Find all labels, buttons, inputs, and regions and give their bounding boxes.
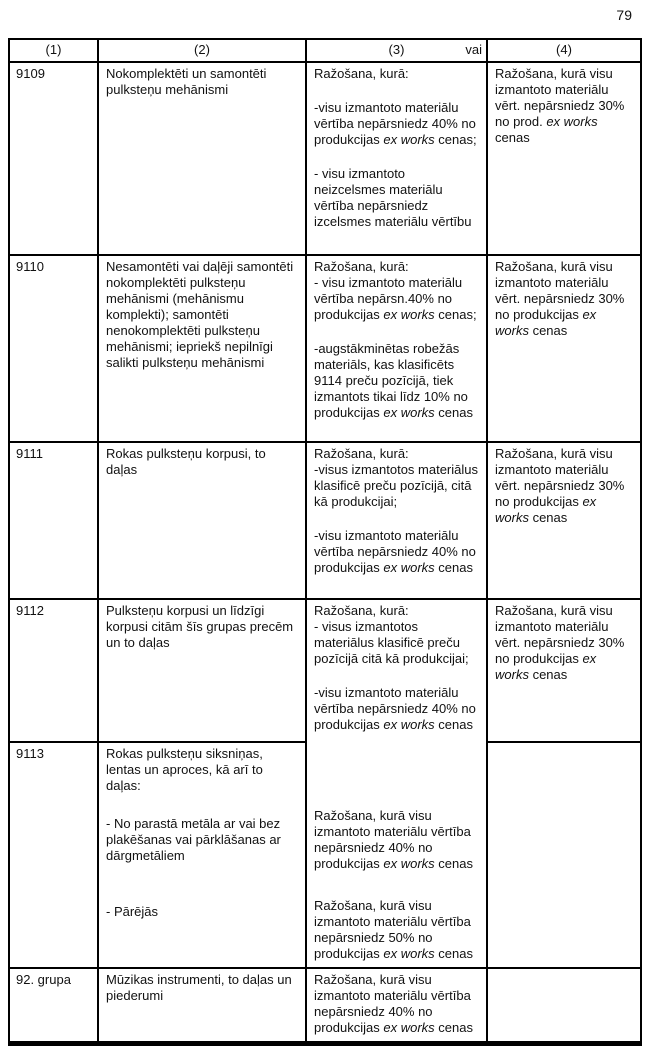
description-text: Nesamontēti vai daļēji samontēti nokomplektēti pulksteņu mehānismi (mehānismu komplekti); samontēti nenokomplektēti pulksteņu mehānismi; iepriekš nepilnīgi salikti pulksteņu mehānismi <box>106 259 294 370</box>
hs-code-cell: 9109 <box>10 61 99 254</box>
rule-text: Ražošana, kurā visu izmantoto materiālu vērt. nepārsniedz 30% no produkcijas ex works cenas <box>495 603 625 682</box>
description-text: - No parastā metāla ar vai bez plakēšanas vai pārklāšanas ar dārgmetāliem <box>106 816 281 863</box>
description-text: - Pārējās <box>106 904 159 919</box>
hs-code-cell: 9110 <box>10 254 99 441</box>
rule-text: Ražošana, kurā visu izmantoto materiālu vērt. nepārsniedz 30% no produkcijas ex works cenas <box>495 259 625 338</box>
rule-text: - visus izmantotos materiālus klasificē preču pozīcijā citā kā produkcijai; <box>314 619 469 666</box>
rule-col3-cell <box>307 441 488 598</box>
description-cell <box>99 741 307 967</box>
description-cell <box>99 598 307 741</box>
header-col3-label: (3) <box>388 42 405 57</box>
rule-col3-cell <box>307 254 488 441</box>
rule-text: Ražošana, kurā: <box>314 603 409 618</box>
rule-col4-cell <box>488 967 640 1041</box>
rule-text: -visu izmantoto materiālu vērtība nepārsniedz 40% no produkcijas ex works cenas; <box>314 100 477 147</box>
page-number: 79 <box>616 7 632 23</box>
rule-text: -visu izmantoto materiālu vērtība nepārsniedz 40% no produkcijas ex works cenas <box>314 685 476 732</box>
header-col3 <box>307 40 488 61</box>
rule-text: Ražošana, kurā visu izmantoto materiālu vērt. nepārsniedz 30% no prod. ex works cenas <box>495 66 625 145</box>
rule-text: - visu izmantoto neizcelsmes materiālu vērtība nepārsniedz izcelsmes materiālu vērtību <box>314 166 472 229</box>
rule-text: Ražošana, kurā visu izmantoto materiālu vērtība nepārsniedz 40% no produkcijas ex works cenas <box>314 808 473 871</box>
rule-text: Ražošana, kurā: <box>314 66 409 81</box>
rule-col4-cell <box>488 741 640 967</box>
description-cell <box>99 441 307 598</box>
rule-col3-cell <box>307 61 488 254</box>
description-cell <box>99 61 307 254</box>
rule-col3-cell <box>307 741 488 967</box>
rule-col4-cell <box>488 61 640 254</box>
rule-text: -augstākminētas robežās materiāls, kas klasificēts 9114 preču pozīcijā, tiek izmantots tikai līdz 10% no produkcijas ex works cenas <box>314 341 473 420</box>
rules-of-origin-table <box>8 38 642 1046</box>
rule-text: Ražošana, kurā visu izmantoto materiālu vērt. nepārsniedz 30% no produkcijas ex works cenas <box>495 446 625 525</box>
header-col1: (1) <box>10 40 99 61</box>
rule-text: Ražošana, kurā: <box>314 259 409 274</box>
rule-col4-cell <box>488 598 640 741</box>
description-text: Nokomplektēti un samontēti pulksteņu mehānismi <box>106 66 267 97</box>
description-cell <box>99 967 307 1041</box>
rule-text: Ražošana, kurā visu izmantoto materiālu vērtība nepārsniedz 40% no produkcijas ex works cenas <box>314 972 473 1035</box>
rule-col3-cell <box>307 967 488 1041</box>
description-text: Mūzikas instrumenti, to daļas un piederumi <box>106 972 292 1003</box>
header-or-label: vai <box>465 42 482 57</box>
hs-code-cell: 9111 <box>10 441 99 598</box>
description-text: Pulksteņu korpusi un līdzīgi korpusi citām šīs grupas precēm un to daļas <box>106 603 294 650</box>
rule-col4-cell <box>488 254 640 441</box>
rule-text: Ražošana, kurā visu izmantoto materiālu vērtība nepārsniedz 50% no produkcijas ex works cenas <box>314 898 473 961</box>
rule-text: -visu izmantoto materiālu vērtība nepārsniedz 40% no produkcijas ex works cenas <box>314 528 476 575</box>
rule-text: Ražošana, kurā: <box>314 446 409 461</box>
rule-text: -visus izmantotos materiālus klasificē preču pozīcijā, citā kā produkcijai; <box>314 462 478 509</box>
hs-code-cell: 9112 <box>10 598 99 741</box>
hs-code-cell: 92. grupa <box>10 967 99 1041</box>
rule-col4-cell <box>488 441 640 598</box>
description-text: Rokas pulksteņu korpusi, to daļas <box>106 446 266 477</box>
description-text: Rokas pulksteņu siksniņas, lentas un aproces, kā arī to daļas: <box>106 746 263 793</box>
hs-code-cell: 9113 <box>10 741 99 967</box>
rule-text: - visu izmantoto materiālu vērtība nepārsn.40% no produkcijas ex works cenas; <box>314 275 477 322</box>
header-col2: (2) <box>99 40 307 61</box>
description-cell <box>99 254 307 441</box>
rule-col3-cell <box>307 598 488 741</box>
header-col4: (4) <box>556 42 572 57</box>
